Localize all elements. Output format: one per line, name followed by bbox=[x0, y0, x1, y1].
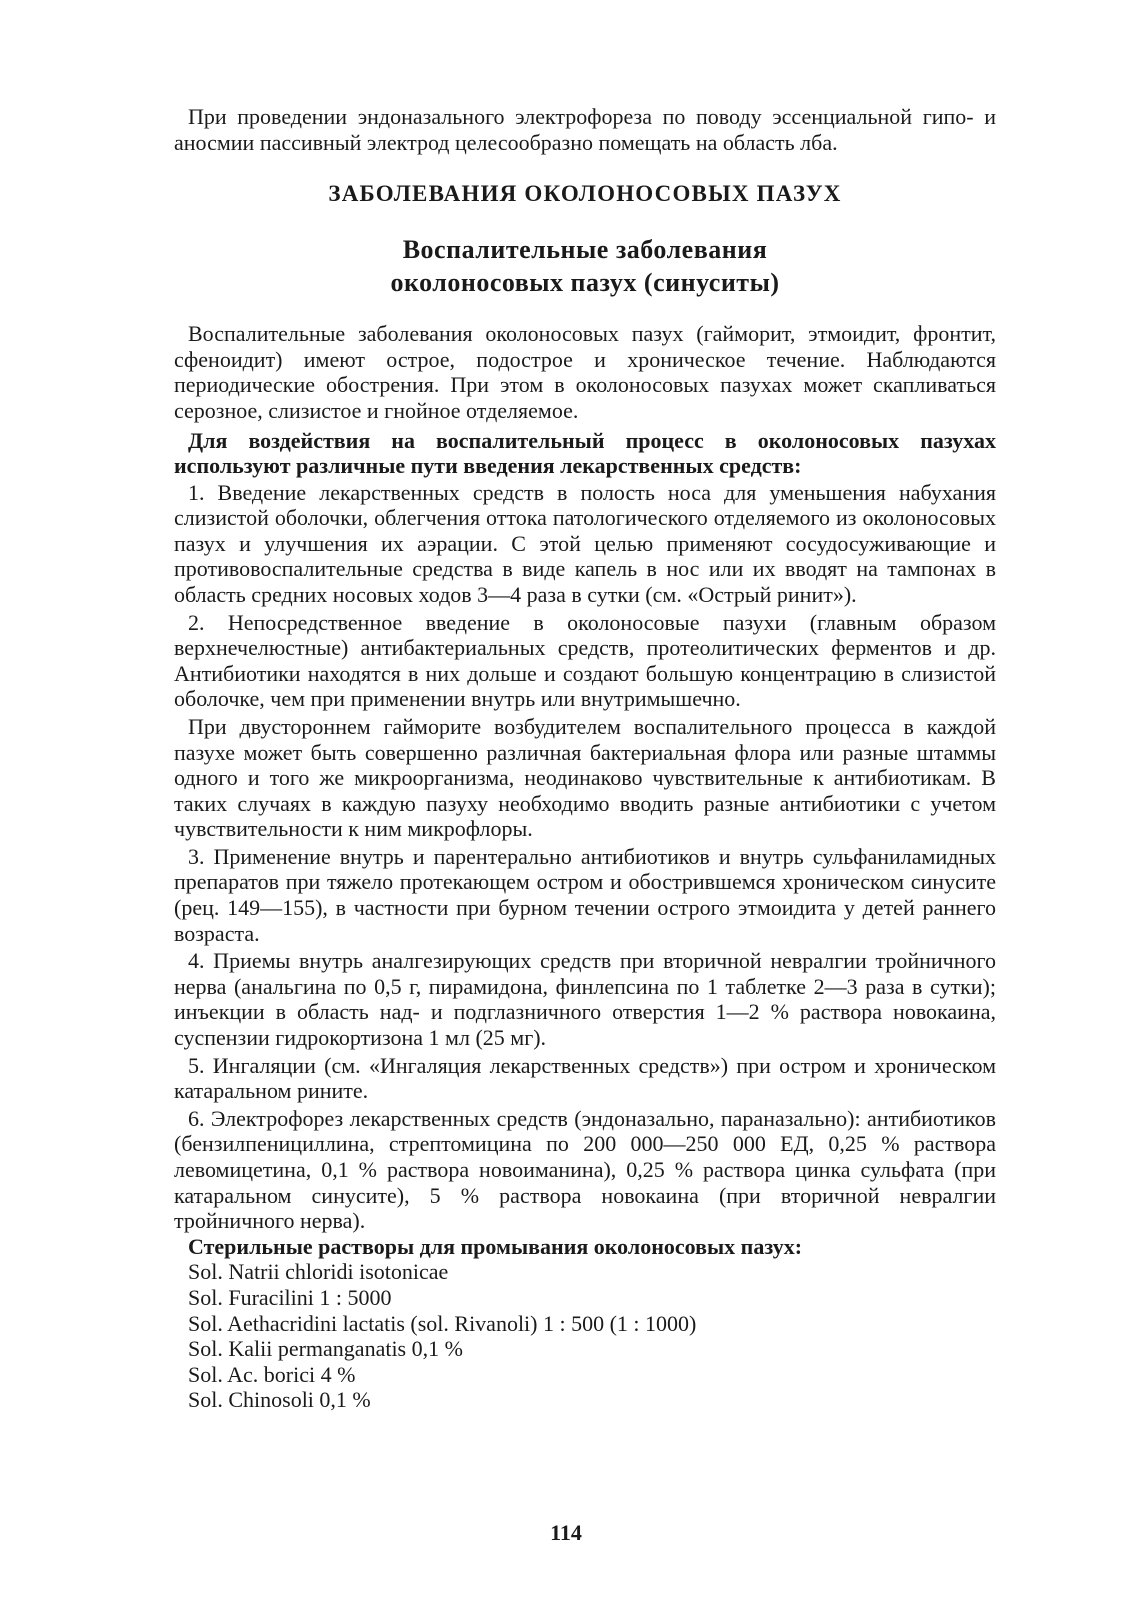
list-item-4: 4. Приемы внутрь аналгезирующих средств при вторичной невралгии тройничного нерва (анальгина по 0,5 г, пирамидона, финлепсина по 1 таблетке 2—3 раза в сутки); инъекции в область над- и подглазничного отверстия 1—2 % раствора новокаина, суспензии гидрокортизона 1 мл (25 мг). bbox=[174, 948, 996, 1051]
chapter-title: ЗАБОЛЕВАНИЯ ОКОЛОНОСОВЫХ ПАЗУХ bbox=[328, 181, 842, 207]
list-item-2: 2. Непосредственное введение в околоносовые пазухи (главным образом верхнечелюстные) антибактериальных средств, протеолитических ферментов и др. Антибиотики находятся в них дольше и создают большую концентрацию в слизистой оболочке, чем при применении внутрь или внутримышечно. bbox=[174, 609, 996, 712]
list-item-3: 3. Применение внутрь и парентерально антибиотиков и внутрь сульфаниламидных препаратов при тяжело протекающем остром и обострившемся хроническом синусите (рец. 149—155), в частности при бурном течении острого этмоидита у детей раннего возраста. bbox=[174, 843, 996, 946]
list-item-5: 5. Ингаляции (см. «Ингаляция лекарственных средств») при остром и хроническом катаральном рините. bbox=[174, 1052, 996, 1104]
rinse-solutions-title: Стерильные растворы для промывания околоносовых пазух: bbox=[188, 1233, 803, 1259]
page-number: 114 bbox=[550, 1520, 582, 1545]
paragraph-lead: Для воздействия на воспалительный процесс в околоносовых пазухах используют различные пути введения лекарственных средств: bbox=[174, 427, 996, 478]
list-item-6: 6. Электрофорез лекарственных средств (эндоназально, параназально): антибиотиков (бензилпенициллина, стрептомицина по 200 000—250 000 ЕД, 0,25 % раствора левомицетина, 0,1 % раствора новоиманина), 0,25 % раствора цинка сульфата (при катаральном синусите), 5 % раствора новокаина (при вторичной невралгии тройничного нерва). bbox=[174, 1105, 996, 1234]
list-item-2-note: При двустороннем гайморите возбудителем воспалительного процесса в каждой пазухе может быть совершенно различная бактериальная флора или разные штаммы одного и того же микроорганизма, неодинаково чувствительные к антибиотикам. В таких случаях в каждую пазуху необходимо вводить разные антибиотики с учетом чувствительности к ним микрофлоры. bbox=[174, 713, 996, 842]
section-title-line-1: Воспалительные заболевания bbox=[402, 235, 768, 265]
rinse-solution: Sol. Natrii chloridi isotonicae bbox=[188, 1259, 449, 1285]
rinse-solution: Sol. Chinosoli 0,1 % bbox=[188, 1387, 371, 1413]
section-title-line-2: околоносовых пазух (синуситы) bbox=[390, 268, 780, 298]
list-item-1: 1. Введение лекарственных средств в полость носа для уменьшения набухания слизистой оболочки, облегчения оттока патологического отделяемого из околоносовых пазух и улучшения их аэрации. С этой целью применяют сосудосуживающие и противовоспалительные средства в виде капель в нос или их вводят на тампонах в область средних носовых ходов 3—4 раза в сутки (см. «Острый ринит»). bbox=[174, 479, 996, 607]
rinse-solution: Sol. Aethacridini lactatis (sol. Rivanoli) 1 : 500 (1 : 1000) bbox=[188, 1310, 697, 1336]
paragraph-overview: Воспалительные заболевания околоносовых пазух (гайморит, этмоидит, фронтит, сфеноидит) имеют острое, подострое и хроническое течение. Наблюдаются периодические обострения. При этом в околоносовых пазухах может скапливаться серозное, слизистое и гнойное отделяемое. bbox=[174, 321, 996, 423]
rinse-solution: Sol. Ac. borici 4 % bbox=[188, 1361, 356, 1387]
rinse-solution: Sol. Kalii permanganatis 0,1 % bbox=[188, 1336, 463, 1362]
section-title bbox=[174, 233, 996, 299]
intro-paragraph: При проведении эндоназального электрофореза по поводу эссенциальной гипо- и аносмии пассивный электрод целесообразно помещать на область лба. bbox=[174, 104, 996, 155]
rinse-solution: Sol. Furacilini 1 : 5000 bbox=[188, 1284, 392, 1310]
